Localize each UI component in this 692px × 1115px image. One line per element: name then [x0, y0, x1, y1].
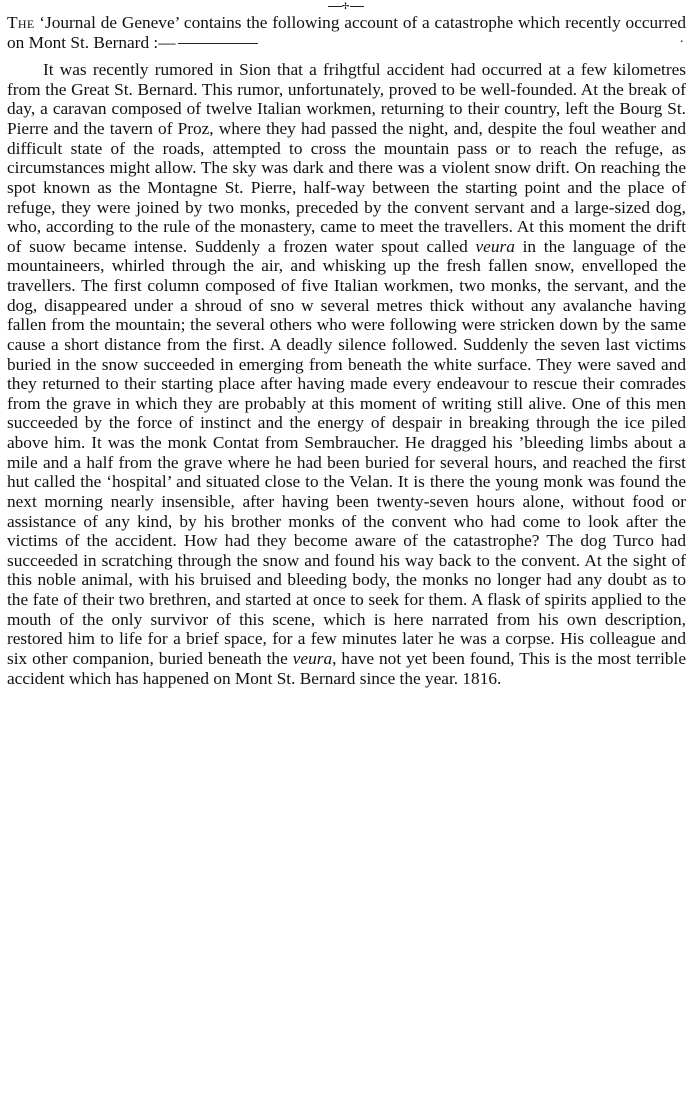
veura-term-1: veura [475, 236, 515, 256]
intro-rule [178, 43, 258, 44]
article-body [7, 60, 686, 688]
body-text-part-3: , have not yet been found, This is the most terrible accident which has happened on Mont St. Bernard since the year. 1816. [7, 648, 686, 688]
intro-lead-word: The [7, 13, 35, 32]
ornamental-rule: ✢ [323, 1, 369, 11]
ornament-line-left [328, 6, 342, 7]
ornament-line-right [350, 6, 364, 7]
veura-term-2: veura [292, 648, 333, 668]
body-text-part-1: It was recently rumored in Sion that a frihgtful accident had occurred at a few kilometres from the Great St. Bernard. This rumor, unfortunately, proved to be well-founded. At the break of day, a caravan composed of twelve Italian workmen, returning to their country, left the Bourg St. Pierre and the tavern of Proz, where they had passed the night, and, despite the foul weather and difficult state of the roads, attempted to cross the mountain pass or to reach the refuge, as circumstances might allow. The sky was dark and there was a violent snow drift. On reaching the spot known as the Montagne St. Pierre, half-way between the starting point and the place of refuge, they were joined by two monks, preceded by the convent servant and a large-sized dog, who, according to the rule of the monastery, came to meet the travellers. At this moment the drift of suow became intense. Suddenly a frozen water spout called [7, 60, 686, 256]
body-text-part-2: in the language of the mountaineers, whirled through the air, and whisking up the fresh fallen snow, envelloped the travellers. The first column composed of five Italian workmen, two monks, the servant, and the dog, disappeared under a shroud of sno w several metres thick without any avalanche having fallen from the mountain; the several others who were following were stricken down by the same cause a short distance from the first. A deadly silence followed. Suddenly the seven last victims buried in the snow succeeded in emerging from beneath the white surface. They were saved and they returned to their starting place after having made every endeavour to rescue their comrades from the grave in which they are probably at this moment of writing still alive. One of this men succeeded by the force of instinct and the energy of despair in breaking through the ice piled above him. It was the monk Contat from Sembraucher. He dragged his ’bleeding limbs about a mile and a half from the grave where he had been buried for several hours, and reached the first hut called the ‘hospital’ and situated close to the Velan. It is there the young monk was found the next morning nearly insensible, after having been twenty-seven hours alone, without food or assistance of any kind, by his brother monks of the convent who had come to look after the victims of the accident. How had they become aware of the catastrophe? The dog Turco had succeeded in scratching through the snow and found his way back to the convent. At the sight of this noble animal, with his bruised and bleeding body, the monks no longer had any doubt as to the fate of their two brethren, and started at once to seek for them. A flask of spirits applied to the mouth of the only survivor of this scene, which is here narrated from his own description, restored him to life for a brief space, for a few minutes later he was a corpse. His colleague and six other companion, buried beneath the [7, 236, 687, 668]
intro-dot: · [679, 34, 684, 50]
intro-text: ‘Journal de Geneve’ contains the following account of a catastrophe which recently occurred on Mont St. Bernard :— [7, 13, 686, 52]
